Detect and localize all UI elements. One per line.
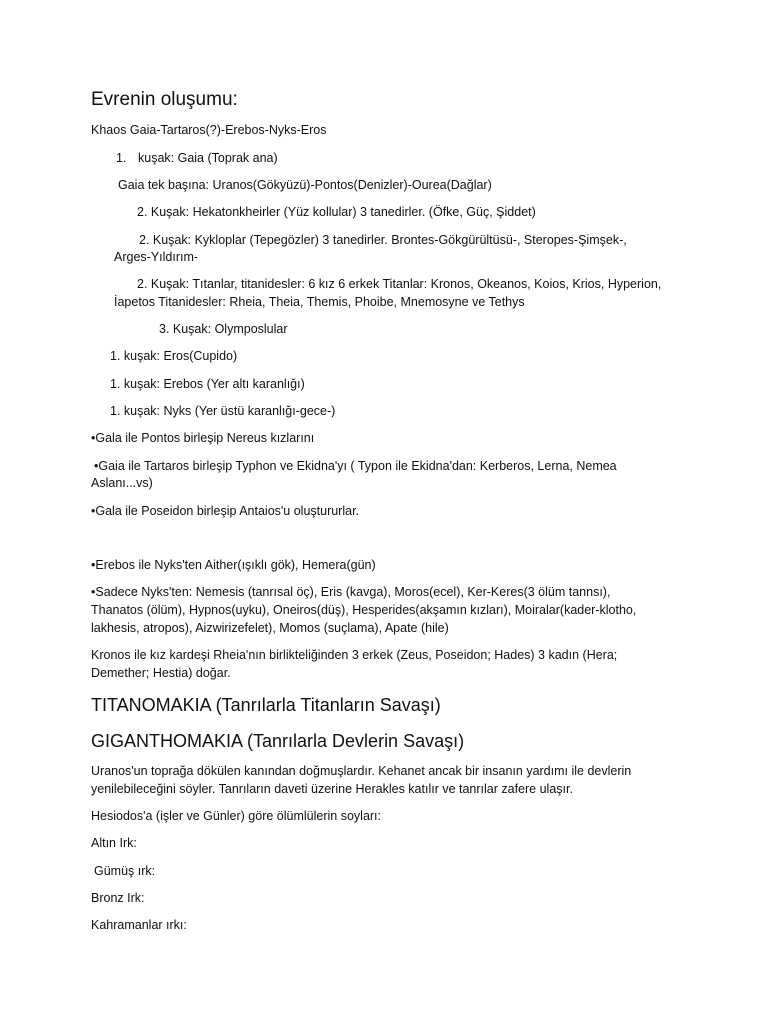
numbered-item-text: kuşak: Gaia (Toprak ana) — [138, 151, 278, 165]
text-line: 2. Kuşak: Tıtanlar, titanidesler: 6 kız 6 erkek Titanlar: Kronos, Okeanos, Koios, Krios, Hyperion, — [137, 277, 662, 291]
race-item: Gümüş ırk: — [94, 864, 156, 878]
bullet-line: •Gaia ile Tartaros birleşip Typhon ve Ekidna'yı ( Typon ile Ekidna'dan: Kerberos, Lerna, Nemea — [94, 459, 617, 473]
heading-giganthomakia: GIGANTHOMAKIA (Tanrılarla Devlerin Savaşı) — [91, 731, 465, 751]
race-item: Altın Irk: — [91, 836, 137, 850]
text-line: Demether; Hestia) doğar. — [91, 666, 231, 680]
text-line: Kronos ile kız kardeşi Rheia'nın birlikteliğinden 3 erkek (Zeus, Poseidon; Hades) 3 kadın (Hera; — [91, 648, 618, 662]
numbered-item-number: 1. — [116, 151, 127, 165]
bullet-line: •Gala ile Poseidon birleşip Antaios'u oluştururlar. — [91, 504, 360, 518]
race-item: Bronz Irk: — [91, 891, 145, 905]
text-line: Thanatos (ölüm), Hypnos(uyku), Oneiros(düş), Hesperides(akşamın kızları), Moiralar(kader-klotho, — [91, 603, 637, 617]
text-line: 1. kuşak: Eros(Cupido) — [110, 349, 238, 363]
text-line: lakhesis, atropos), Aizwirizefelet), Momos (suçlama), Apate (hile) — [91, 621, 449, 635]
text-line: 1. kuşak: Erebos (Yer altı karanlığı) — [110, 377, 305, 391]
heading-evrenin-olusumu: Evrenin oluşumu: — [91, 89, 238, 110]
bullet-line: •Gala ile Pontos birleşip Nereus kızlarını — [91, 431, 315, 445]
bullet-line: •Erebos ile Nyks'ten Aither(ışıklı gök), Hemera(gün) — [91, 558, 376, 572]
text-line: Uranos'un toprağa dökülen kanından doğmuşlardır. Kehanet ancak bir insanın yardımı ile devlerin — [91, 764, 632, 778]
text-line: İapetos Titanidesler: Rheia, Theia, Themis, Phoibe, Mnemosyne ve Tethys — [114, 295, 525, 309]
text-line: Aslanı...vs) — [91, 476, 153, 490]
race-item: Kahramanlar ırkı: — [91, 918, 187, 932]
text-line: Khaos Gaia-Tartaros(?)-Erebos-Nyks-Eros — [91, 123, 327, 137]
text-line: yenilebileceğini söyler. Tanrıların daveti üzerine Herakles katılır ve tanrılar zafere ulaşır. — [91, 782, 573, 796]
text-line: 2. Kuşak: Hekatonkheirler (Yüz kollular) 3 tanedirler. (Öfke, Güç, Şiddet) — [137, 205, 536, 219]
text-line: 1. kuşak: Nyks (Yer üstü karanlığı-gece-) — [110, 404, 336, 418]
heading-titanomakia: TITANOMAKIA (Tanrılarla Titanların Savaşı) — [91, 695, 441, 715]
text-line: Hesiodos'a (işler ve Günler) göre ölümlülerin soyları: — [91, 809, 382, 823]
text-line: Gaia tek başına: Uranos(Gökyüzü)-Pontos(Denizler)-Ourea(Dağlar) — [118, 178, 492, 192]
text-line: 3. Kuşak: Olymposlular — [159, 322, 288, 336]
text-line: Arges-Yıldırım- — [114, 250, 199, 264]
text-line: 2. Kuşak: Kykloplar (Tepegözler) 3 tanedirler. Brontes-Gökgürültüsü-, Steropes-Şimşek-, — [139, 233, 627, 247]
bullet-line: •Sadece Nyks'ten: Nemesis (tanrısal öç), Eris (kavga), Moros(ecel), Ker-Keres(3 ölüm tannsı), — [91, 585, 611, 599]
